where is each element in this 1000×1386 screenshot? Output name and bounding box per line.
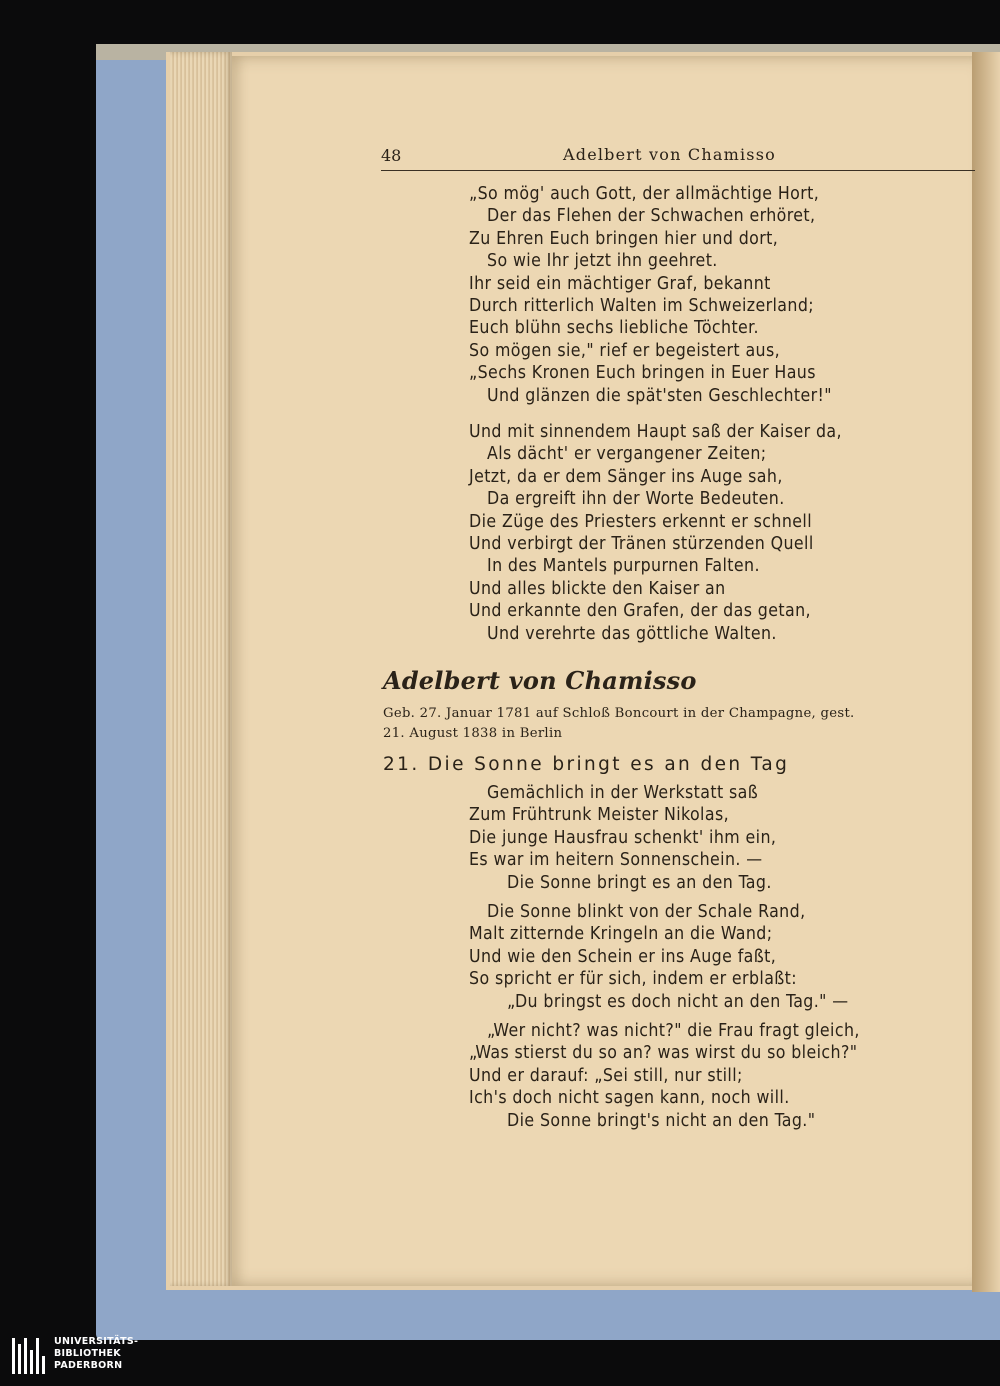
verse-line: Durch ritterlich Walten im Schweizerland; <box>469 295 815 316</box>
library-logo-icon <box>12 1338 48 1374</box>
verse-line: Da ergreift ihn der Worte Bedeuten. <box>487 489 785 510</box>
poem-stanza-1 <box>469 782 776 894</box>
verse-line: Und wie den Schein er ins Auge faßt, <box>469 946 777 967</box>
verse-line: Jetzt, da er dem Sänger ins Auge sah, <box>469 466 783 487</box>
verse-line: Als dächt' er vergangener Zeiten; <box>487 444 767 465</box>
verse-line: Und verbirgt der Tränen stürzenden Quell <box>469 533 814 554</box>
stanza-2 <box>469 421 842 645</box>
verse-line: Die junge Hausfrau schenkt' ihm ein, <box>469 827 777 848</box>
bio-line: Geb. 27. Januar 1781 auf Schloß Boncourt in der Champagne, gest. <box>383 706 855 721</box>
verse-line: Euch blühn sechs liebliche Töchter. <box>469 318 759 339</box>
verse-line: Die Sonne bringt es an den Tag. <box>507 872 772 893</box>
page-stack-edge <box>170 52 232 1286</box>
poem-stanza-3 <box>469 1020 860 1132</box>
verse-line: Zu Ehren Euch bringen hier und dort, <box>469 228 779 249</box>
page-header <box>381 140 975 171</box>
author-heading: Adelbert von Chamisso <box>383 666 697 695</box>
verse-line: Und alles blickte den Kaiser an <box>469 578 726 599</box>
verse-line: Und mit sinnendem Haupt saß der Kaiser da, <box>469 422 842 442</box>
verse-line: „So mög' auch Gott, der allmächtige Hort, <box>469 184 820 204</box>
verse-line: So wie Ihr jetzt ihn geehret. <box>487 251 718 272</box>
page-number: 48 <box>381 146 402 165</box>
verse-line: „Was stierst du so an? was wirst du so bleich?" <box>469 1043 858 1064</box>
verse-line: So spricht er für sich, indem er erblaßt: <box>469 969 798 990</box>
verse-line: Gemächlich in der Werkstatt saß <box>487 783 759 803</box>
running-head: Adelbert von Chamisso <box>563 145 776 164</box>
bio-line: 21. August 1838 in Berlin <box>383 726 563 741</box>
verse-line: „Sechs Kronen Euch bringen in Euer Haus <box>469 363 816 384</box>
logo-line: PADERBORN <box>54 1360 123 1372</box>
verse-line: Der das Flehen der Schwachen erhöret, <box>487 206 816 227</box>
verse-line: Und glänzen die spät'sten Geschlechter!" <box>487 385 832 406</box>
author-bio <box>383 704 953 744</box>
verse-line: In des Mantels purpurnen Falten. <box>487 556 760 577</box>
library-logo <box>12 1336 172 1380</box>
verse-line: Die Sonne bringt's nicht an den Tag." <box>507 1110 816 1131</box>
verse-line: „Wer nicht? was nicht?" die Frau fragt gleich, <box>487 1021 860 1041</box>
verse-line: Malt zitternde Kringeln an die Wand; <box>469 924 773 945</box>
verse-line: „Du bringst es doch nicht an den Tag." — <box>507 991 849 1012</box>
stanza-1 <box>469 183 832 407</box>
verse-line: Und erkannte den Grafen, der das getan, <box>469 601 811 622</box>
facing-page-gutter <box>972 52 1000 1292</box>
poem-stanza-2 <box>469 901 849 1013</box>
logo-line: UNIVERSITÄTS- <box>54 1336 139 1347</box>
verse-line: Die Sonne blinkt von der Schale Rand, <box>487 902 806 922</box>
verse-line: Es war im heitern Sonnenschein. — <box>469 850 763 871</box>
library-logo-text <box>54 1336 138 1373</box>
verse-line: Ihr seid ein mächtiger Graf, bekannt <box>469 273 771 294</box>
poem-title: 21. Die Sonne bringt es an den Tag <box>383 754 790 775</box>
verse-line: Zum Frühtrunk Meister Nikolas, <box>469 805 730 826</box>
verse-line: Die Züge des Priesters erkennt er schnell <box>469 511 813 532</box>
verse-line: Ich's doch nicht sagen kann, noch will. <box>469 1088 790 1109</box>
logo-line: BIBLIOTHEK <box>54 1348 121 1360</box>
verse-line: Und er darauf: „Sei still, nur still; <box>469 1065 743 1086</box>
verse-line: Und verehrte das göttliche Walten. <box>487 623 777 644</box>
verse-line: So mögen sie," rief er begeistert aus, <box>469 340 781 361</box>
